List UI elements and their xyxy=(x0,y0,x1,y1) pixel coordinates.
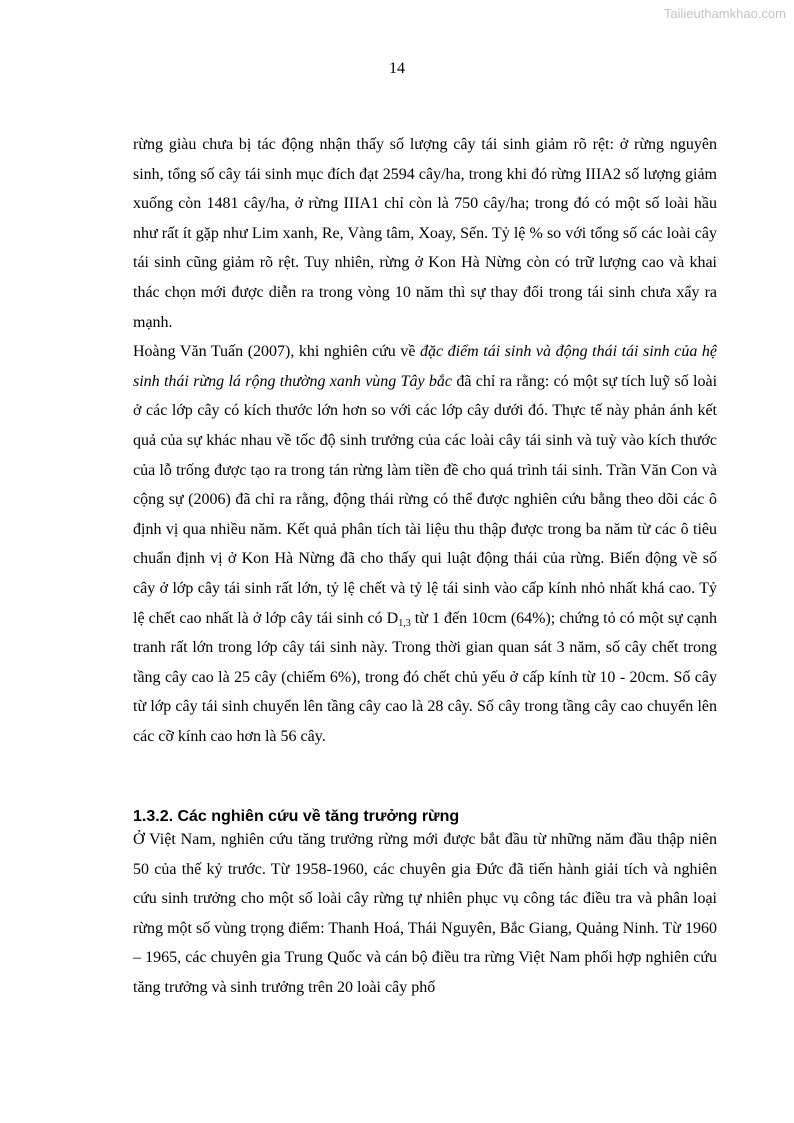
section-paragraph: Ở Việt Nam, nghiên cứu tăng trưởng rừng mới được bắt đầu từ những năm đầu thập niên 50 của thế kỷ trước. Từ 1958-1960, các chuyên gia Đức đã tiến hành giải tích và nghiên cứu sinh trưởng cho một số loài cây rừng tự nhiên phục vụ công tác điều tra và phân loại rừng một số vùng trọng điểm: Thanh Hoá, Thái Nguyên, Bắc Giang, Quảng Ninh. Từ 1960 – 1965, các chuyên gia Trung Quốc và cán bộ điều tra rừng Việt Nam phối hợp nghiên cứu tăng trưởng và sinh trưởng trên 20 loài cây phố xyxy=(133,831,717,996)
paragraph-2-lead: Hoàng Văn Tuấn (2007), khi nghiên cứu về xyxy=(133,343,420,361)
body-text xyxy=(133,130,717,751)
paragraph-2-italic-title: đặc điểm tái sinh và động thái tái sinh của hệ sinh thái rừng lá rộng thường xanh vùng Tây bắc xyxy=(133,343,717,390)
watermark: Tailieuthamkhao.com xyxy=(663,6,786,21)
diameter-symbol: D xyxy=(386,609,399,627)
paragraph-2-tail: từ 1 đến 10cm (64%); chứng tỏ có một sự cạnh tranh rất lớn trong lớp cây tái sinh này. Trong thời gian quan sát 3 năm, số cây chết trong tầng cây cao là 25 cây (chiếm 6%), trong đó chết chủ yếu ở cấp kính từ 10 - 20cm. Số cây từ lớp cây tái sinh chuyển lên tầng cây cao là 28 cây. Số cây trong tầng cây cao chuyển lên các cỡ kính cao hơn là 56 cây. xyxy=(133,609,717,745)
paragraph-1: rừng giàu chưa bị tác động nhận thấy số lượng cây tái sinh giảm rõ rệt: ở rừng nguyên sinh, tổng số cây tái sinh mục đích đạt 2594 cây/ha, trong khi đó rừng IIIA2 số lượng giảm xuống còn 1481 cây/ha, ở rừng IIIA1 chỉ còn là 750 cây/ha; trong đó có một số loài hầu như rất ít gặp như Lim xanh, Re, Vàng tâm, Xoay, Sến. Tỷ lệ % so với tổng số các loài cây tái sinh cũng giảm rõ rệt. Tuy nhiên, rừng ở Kon Hà Nừng còn có trữ lượng cao và khai thác chọn mới được diễn ra trong vòng 10 năm thì sự thay đổi trong tái sinh chưa xẩy ra mạnh. xyxy=(133,136,717,331)
paragraph-2 xyxy=(133,337,717,751)
page-number: 14 xyxy=(389,60,405,77)
section-body xyxy=(133,825,717,1002)
paragraph-2-body: đã chỉ ra rằng: có một sự tích luỹ số loài ở các lớp cây có kích thước lớn hơn so với các lớp cây dưới đó. Thực tế này phản ánh kết quả của sự khác nhau về tốc độ sinh trưởng của các loài cây tái sinh và tuỳ vào kích thước của lỗ trống được tạo ra trong tán rừng làm tiền đề cho quá trình tái sinh. Trần Văn Con và cộng sự (2006) đã chỉ ra rằng, động thái rừng có thể được nghiên cứu bằng theo dõi các ô định vị qua nhiều năm. Kết quả phân tích tài liệu thu thập được trong ba năm từ các ô tiêu chuẩn định vị ở Kon Hà Nừng đã cho thấy qui luật động thái của rừng. Biến động về số cây ở lớp cây tái sinh rất lớn, tỷ lệ chết và tỷ lệ tái sinh vào cấp kính nhỏ nhất khá cao. Tỷ lệ chết cao nhất là ở lớp cây tái sinh có xyxy=(133,372,718,627)
diameter-subscript: 1,3 xyxy=(398,617,411,629)
section-heading: 1.3.2. Các nghiên cứu về tăng trưởng rừng xyxy=(133,808,460,825)
